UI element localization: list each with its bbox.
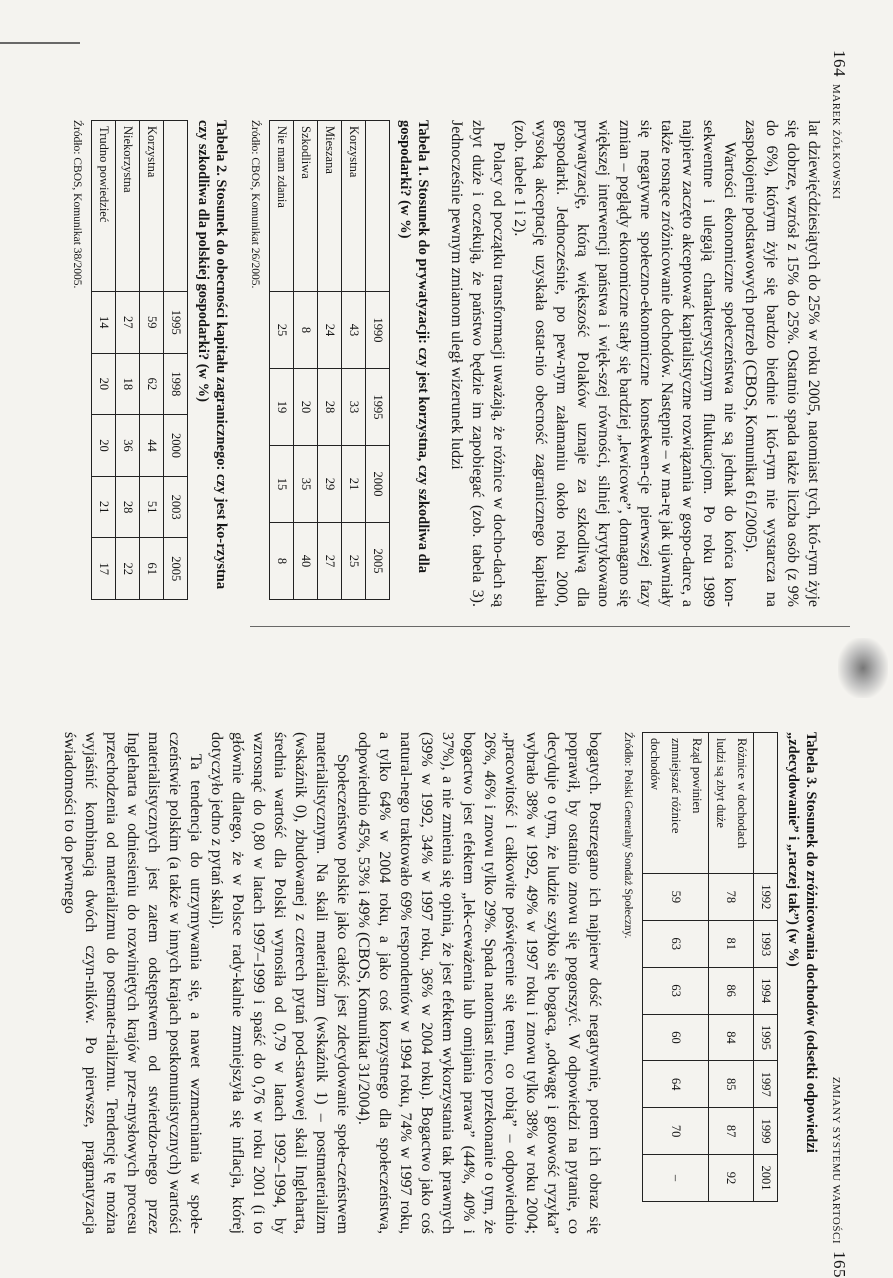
table-row: [92, 121, 116, 600]
table1-source: Źródło: CBOS, Komunikat 26/2005.: [249, 120, 261, 289]
table-cell: 27: [318, 523, 342, 600]
paragraph: lat dziewięćdziesiątych do 25% w roku 2005, natomiast tych, któ-rym żyje się dobrze, wzrósł z 15% do 25%. Ostatnio spada także liczba osób (z 9% do 6%), którym żyje się bardzo biednie i któ-rym nie wystarcza na zaspokojenie podstawowych potrzeb (CBOS, Komunikat 61/2005).: [742, 120, 822, 607]
table-cell: 78: [709, 874, 754, 921]
table-cell: 22: [116, 538, 140, 600]
running-head: [828, 50, 849, 623]
table-header-cell: 1992: [754, 874, 778, 921]
table-header-cell: 1993: [754, 920, 778, 967]
table-cell: Nie mam zdania: [270, 121, 294, 292]
running-head-title: ZMIANY SYSTEMU WARTOŚCI: [830, 1076, 842, 1244]
table-header-cell: 1998: [164, 353, 188, 415]
left-page: [48, 50, 849, 623]
text-column: [59, 732, 824, 1234]
table-cell: 86: [709, 967, 754, 1014]
table-cell: Różnice w dochodach ludzi są zbyt duże: [709, 733, 754, 874]
table-header-row: [164, 121, 188, 600]
table-cell: 19: [270, 369, 294, 446]
table-income-differences: [642, 732, 778, 1202]
table-header-cell: 1995: [366, 369, 390, 446]
table-cell: 61: [140, 538, 164, 600]
table-cell: 8: [294, 292, 318, 369]
table-cell: 15: [270, 446, 294, 523]
table-header-cell: 1999: [754, 1108, 778, 1155]
table-cell: 63: [643, 920, 709, 967]
table-cell: 24: [318, 292, 342, 369]
page-number: 165: [830, 1251, 849, 1278]
table-header-cell: [164, 121, 188, 292]
table-cell: 17: [92, 538, 116, 600]
table-cell: 18: [116, 353, 140, 415]
table-cell: 51: [140, 476, 164, 538]
running-head: [828, 690, 849, 1278]
table-cell: 62: [140, 353, 164, 415]
table-cell: 63: [643, 967, 709, 1014]
table-cell: 40: [294, 523, 318, 600]
text-column: [66, 120, 824, 607]
paragraph: bogatych. Postrzegano ich najpierw dość negatywnie, potem ich obraz się poprawił, by ostatnio znowu się pogorszyć. W odpowiedzi na pytanie, co decyduje o tym, że ludzie szybko się bogacą, „odwagę i gotowość ryzyka” wybrało 38% w 1992, 49% w 1997 roku i znowu tylko 38% w roku 2004; „pracowitość i całkowite poświęcenie się temu, co robią” – odpowiednio 26%, 46% i znowu tylko 29%. Spada natomiast nieco przekonanie o tym, że bogactwo jest efektem „lek-ceważenia lub omijania prawa” (44%, 40% i 37%), a nie zmienia się opinia, że jest efektem wykorzystania tak prawnych (39% w 1992, 34% w 1997 roku, 36% w 2004 roku). Bogactwo jako coś natural-nego traktowało 69% respondentów w 1994 roku, 74% w 1997 roku, a tylko 64% w 2004 roku, a jako coś korzystnego dla społeczeństwa, odpowiednio 45%, 53% i 49% (CBOS, Komunikat 31/2004).: [355, 732, 603, 1234]
table-header-cell: 1995: [754, 1014, 778, 1061]
table-row: [709, 733, 754, 1202]
table-header-cell: 1997: [754, 1061, 778, 1108]
right-page: [48, 690, 849, 1278]
table-header-cell: 2005: [164, 538, 188, 600]
table-cell: 43: [342, 292, 366, 369]
table-cell: 14: [92, 292, 116, 354]
table-cell: 21: [92, 476, 116, 538]
table-cell: 27: [116, 292, 140, 354]
table-cell: 59: [140, 292, 164, 354]
page-number: 164: [830, 50, 849, 77]
running-head-title: MAREK ŻÓŁKOWSKI: [830, 84, 842, 200]
table-row: [140, 121, 164, 600]
table-header-cell: 1990: [366, 292, 390, 369]
table-header-row: [366, 121, 390, 600]
table3-source: Źródło: Polski Generalny Sondaż Społeczny.: [622, 732, 634, 939]
scan-edge-top: [0, 42, 80, 44]
table-cell: 33: [342, 369, 366, 446]
table-header-cell: 2000: [366, 446, 390, 523]
table-row: [270, 121, 294, 600]
paragraph: Wartości ekonomiczne społeczeństwa nie są jednak do końca kon-sekwentne i ulegają charakterystycznym fluktuacjom. Po roku 1989 najpierw zaczęto akceptować kapitalistyczne rozwiązania w gospo-darce, a także rosnące zróżnicowanie dochodów. Następnie – w ma-rę jak ujawniały się negatywne społeczno-ekonomiczne konsekwen-cje pierwszej fazy zmian – poglądy ekonomiczne stały się bardziej „lewicowe”, domagano się większej interwencji państwa i więk-szej równości, silniej krytykowano prywatyzację, którą większość Polaków uznaje za szkodliwą dla gospodarki. Jednocześnie, po pew-nym załamaniu około roku 2000, wysoką akceptację uzyskała ostat-nio obecność zagranicznego kapitału (zob. tabele 1 i 2).: [511, 120, 738, 607]
scan-fold-line: [250, 626, 850, 627]
table-cell: 36: [116, 415, 140, 477]
table-cell: 60: [643, 1014, 709, 1061]
table-cell: 64: [643, 1061, 709, 1108]
table-row: [294, 121, 318, 600]
scan-blot: [838, 638, 888, 698]
table-cell: 28: [318, 369, 342, 446]
table2-source: Źródło: CBOS, Komunikat 38/2005.: [71, 120, 83, 289]
table-cell: 20: [92, 353, 116, 415]
table-cell: 92: [709, 1155, 754, 1202]
table-row: [116, 121, 140, 600]
table-cell: 35: [294, 446, 318, 523]
table-cell: 84: [709, 1014, 754, 1061]
table-cell: Szkodliwa: [294, 121, 318, 292]
table-cell: 44: [140, 415, 164, 477]
table-cell: 21: [342, 446, 366, 523]
table-cell: 8: [270, 523, 294, 600]
table-cell: 20: [294, 369, 318, 446]
table-header-cell: 2003: [164, 476, 188, 538]
table-cell: Korzystna: [140, 121, 164, 292]
paragraph: Społeczeństwo polskie jako całość jest zdecydowanie społe-czeństwem materialistycznym. Na skali materializm (wskaźnik 1) – postmaterializm (wskaźnik 0), zbudowanej z czterech pytań pod-stawowej skali Ingleharta, średnia wartość dla Polski wynosiła od 0,79 w latach 1992–1994, by wzrosnąć do 0,80 w latach 1997–1999 i spaść do 0,76 w roku 2001 (i to głównie dlatego, że w Polsce rady-kalnie zmniejszyła się inflacja, której dotyczyło jedno z pytań skali).: [208, 732, 351, 1234]
table-header-cell: 1995: [164, 292, 188, 354]
table-cell: 59: [643, 874, 709, 921]
table-cell: 29: [318, 446, 342, 523]
table-cell: 85: [709, 1061, 754, 1108]
paragraph: Ta tendencja do utrzymywania się, a nawet wzmacniania w społe-czeństwie polskim (a także w innych krajach postkomunistycznych) wartości materialistycznych jest zatem odstępstwem od stwierdzo-nego przez Ingleharta w odniesieniu do rozwiniętych krajów prze-mysłowych procesu przechodzenia od materializmu do postmate-rializmu. Tendencję tę można wyjaśnić kombinacją dwóch czyn-ników. Po pierwsze, pragmatyzacja świadomości to do pewnego: [61, 732, 204, 1234]
table2-caption: Tabela 2. Stosunek do obecności kapitału zagranicznego: czy jest ko-rzystna czy szkodliwa dla polskiej gospodarki? (w %): [195, 120, 229, 590]
table-row: [318, 121, 342, 600]
table-row: [342, 121, 366, 600]
table-cell: 70: [643, 1108, 709, 1155]
table-cell: 25: [342, 523, 366, 600]
table3-caption: Tabela 3. Stosunek do zróżnicowania dochodów (odsetki odpowiedzi „zdecydowanie” i „raczej tak”) (w %): [785, 732, 819, 1153]
table-cell: Mieszana: [318, 121, 342, 292]
table-header-cell: 2000: [164, 415, 188, 477]
paragraph: Polacy od początku transformacji uważają, że różnice w docho-dach są zbyt duże i oczekują, że państwo będzie im zapobiegać (zob. tabela 3). Jednocześnie pewnym zmianom uległ wizerunek ludzi: [448, 120, 507, 607]
table-header-row: [754, 733, 778, 1202]
table-foreign-capital: [91, 120, 188, 600]
table-privatization: [269, 120, 390, 600]
table-header-cell: [366, 121, 390, 292]
table-cell: 25: [270, 292, 294, 369]
table-cell: 20: [92, 415, 116, 477]
table-cell: Trudno powiedzieć: [92, 121, 116, 292]
table-cell: 81: [709, 920, 754, 967]
table-cell: 87: [709, 1108, 754, 1155]
table-header-cell: 2001: [754, 1155, 778, 1202]
table-row: [643, 733, 709, 1202]
table-cell: Korzystna: [342, 121, 366, 292]
table-cell: –: [643, 1155, 709, 1202]
table1-caption: Tabela 1. Stosunek do prywatyzacji: czy jest korzystna, czy szkodliwa dla gospodarki? (w %): [397, 120, 431, 573]
table-header-cell: 2005: [366, 523, 390, 600]
table-cell: Niekorzystna: [116, 121, 140, 292]
table-cell: Rząd powinien zmniejszać różnice dochodów: [643, 733, 709, 874]
table-header-cell: [754, 733, 778, 874]
table-header-cell: 1994: [754, 967, 778, 1014]
table-cell: 28: [116, 476, 140, 538]
